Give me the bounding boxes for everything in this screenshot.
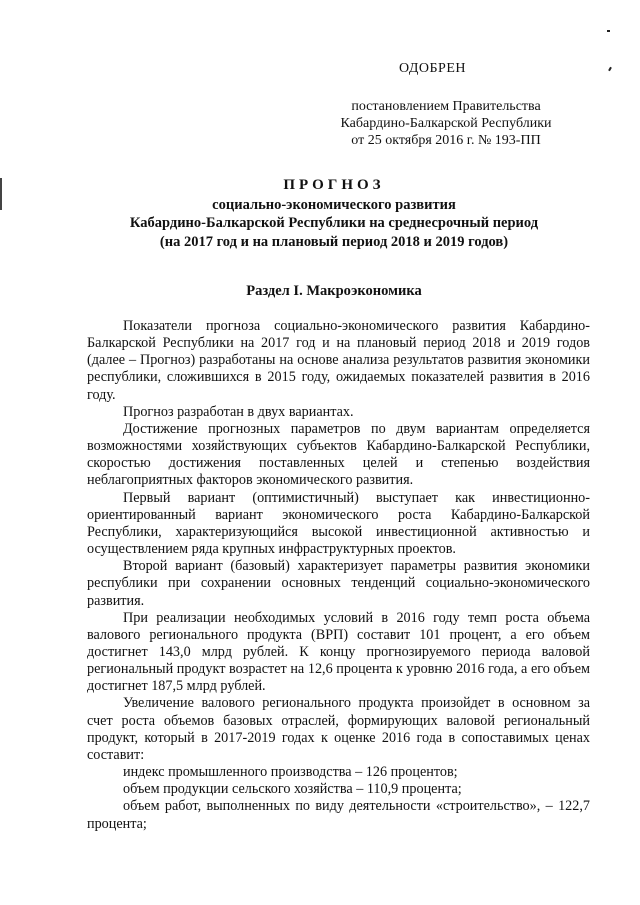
approval-stamp-title: ОДОБРЕН: [398, 61, 466, 76]
approval-details: [316, 98, 576, 149]
paragraph: Второй вариант (базовый) характеризует параметры развития экономики республики при сохранении основных тенденций социально-экономического развития.: [87, 558, 590, 609]
paragraph: Достижение прогнозных параметров по двум вариантам определяется возможностями хозяйствующих субъектов Кабардино-Балкарской Республики, скоростью достижения поставленных целей и степенью воздействия неблагоприятных факторов экономического развития.: [87, 420, 590, 489]
document-subtitle-line: Кабардино-Балкарской Республики на среднесрочный период: [129, 215, 539, 231]
paragraph: Показатели прогноза социально-экономического развития Кабардино-Балкарской Республики на 2017 год и на плановый период 2018 и 2019 годов (далее – Прогноз) разработаны на основе анализа результатов развития экономики республики, сложившихся в 2015 году, ожидаемых показателей развития в 2016 году.: [87, 318, 590, 403]
list-item: объем продукции сельского хозяйства – 110,9 процента;: [123, 781, 462, 798]
scan-artifact: [608, 67, 612, 71]
paragraph: При реализации необходимых условий в 2016 году темп роста объема валового регионального продукта (ВРП) составит 101 процент, а его объем достигнет 143,0 млрд рублей. К концу прогнозируемого периода валовой региональный продукт возрастет на 12,6 процента к уровню 2016 года, а его объем достигнет 187,5 млрд рублей.: [87, 609, 590, 695]
paragraph: Увеличение валового регионального продукта произойдет в основном за счет роста объемов базовых отраслей, формирующих валовой региональный продукт, который в 2017-2019 годах к оценке 2016 года в сопоставимых ценах составит:: [87, 695, 590, 763]
list-item: объем работ, выполненных по виду деятельности «строительство», – 122,7 процента;: [87, 798, 590, 832]
list-item: индекс промышленного производства – 126 процентов;: [123, 764, 458, 781]
paragraph: Первый вариант (оптимистичный) выступает как инвестиционно-ориентированный вариант экономического роста Кабардино-Балкарской Республики, характеризующийся высокой инвестиционной активностью и осуществлением ряда крупных инфраструктурных проектов.: [87, 489, 590, 558]
document-subtitle-line: социально-экономического развития: [212, 196, 456, 213]
paragraph: Прогноз разработан в двух вариантах.: [123, 403, 354, 420]
document-subtitle-line: (на 2017 год и на плановый период 2018 и 2019 годов): [159, 233, 509, 250]
document-title: ПРОГНОЗ: [283, 177, 385, 193]
approval-line: от 25 октября 2016 г. № 193-ПП: [351, 133, 541, 148]
section-title: Раздел I. Макроэкономика: [246, 283, 422, 299]
scan-artifact: [607, 30, 610, 32]
approval-block: [316, 60, 576, 149]
approval-line: Кабардино-Балкарской Республики: [340, 116, 552, 131]
scan-artifact: [0, 178, 2, 210]
document-heading: [60, 176, 608, 251]
approval-line: постановлением Правительства: [351, 99, 541, 114]
document-body: [87, 318, 590, 833]
